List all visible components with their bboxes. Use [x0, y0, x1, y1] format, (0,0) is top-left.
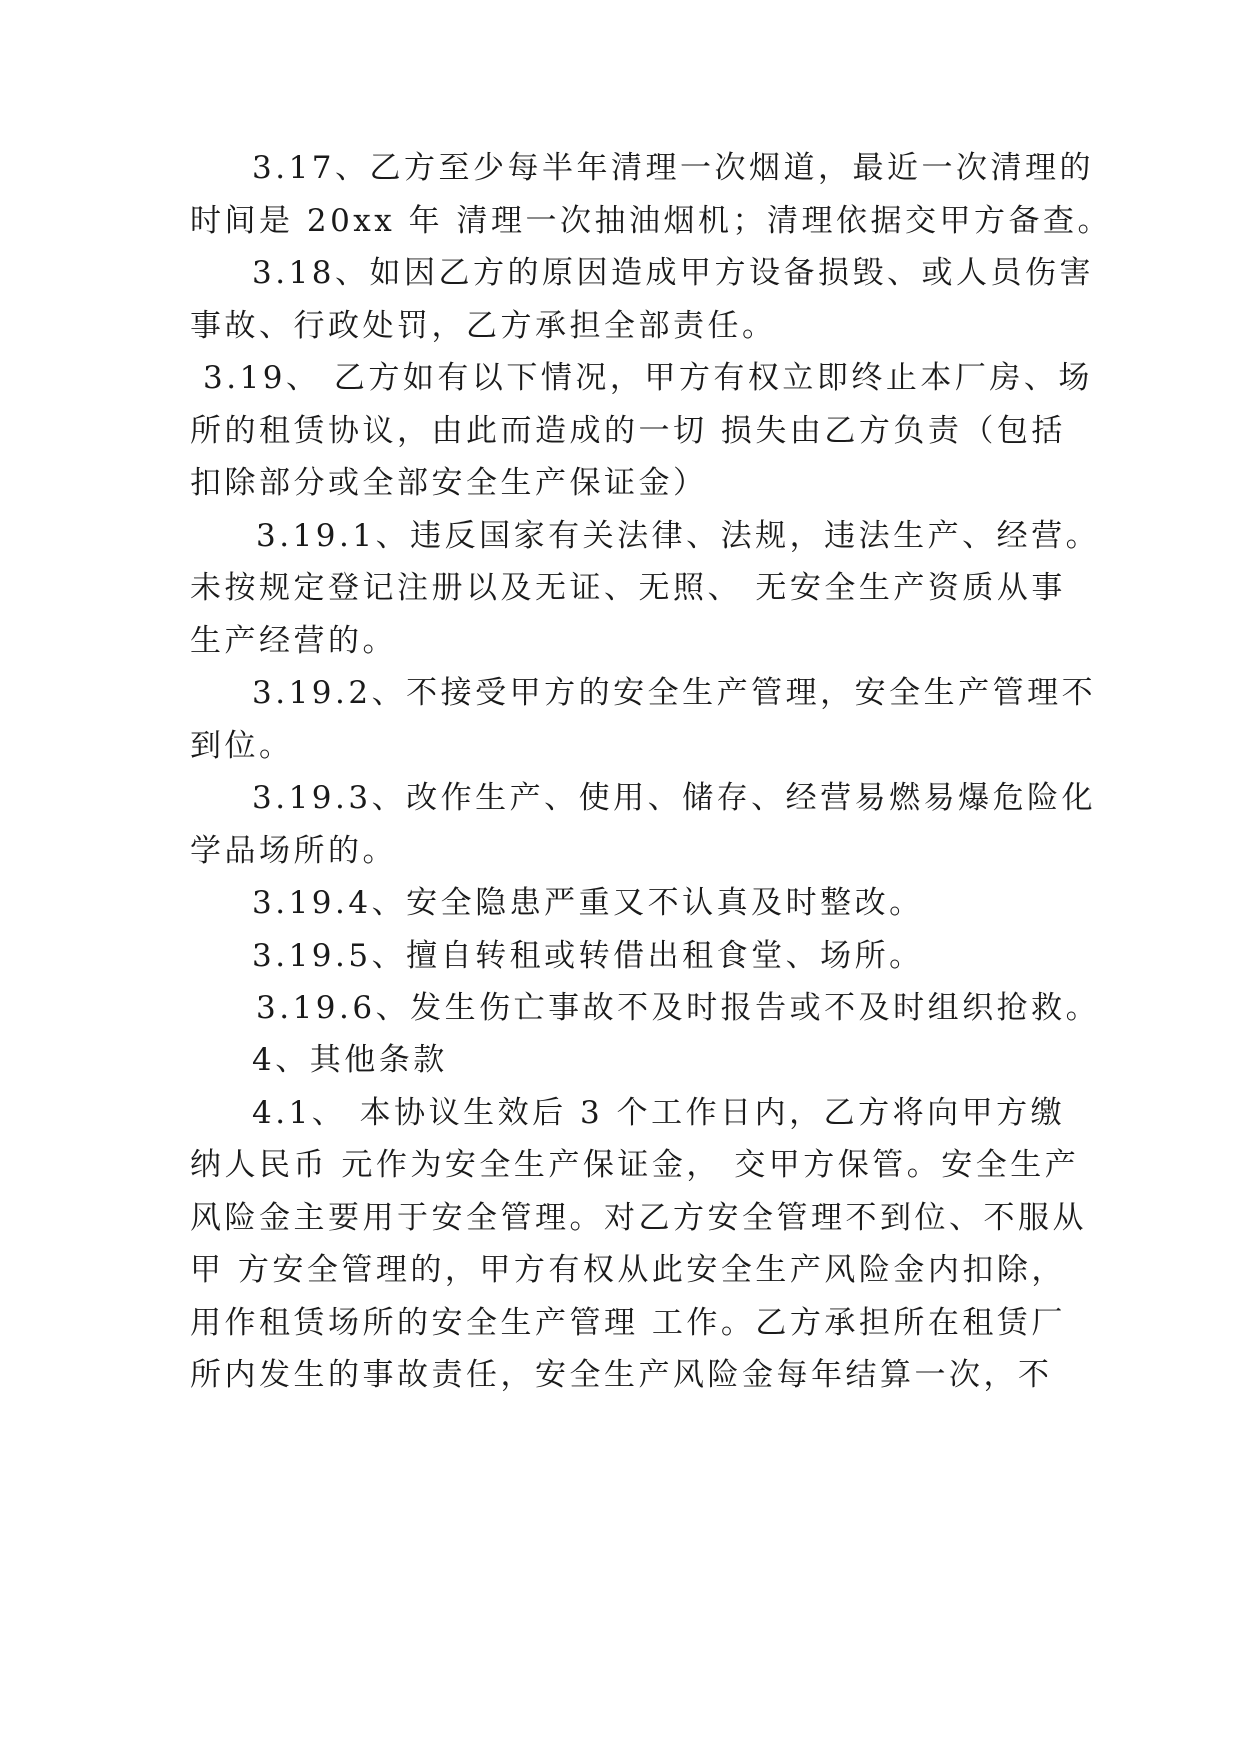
paragraph-3-19-4: 3.19.4、安全隐患严重又不认真及时整改。	[252, 885, 924, 921]
paragraph-4-1-line-3: 风险金主要用于安全管理。对乙方安全管理不到位、不服从	[190, 1200, 1087, 1236]
paragraph-3-18-line-1: 3.18、如因乙方的原因造成甲方设备损毁、或人员伤害	[252, 255, 1095, 291]
paragraph-4-1-line-6: 所内发生的事故责任，安全生产风险金每年结算一次，不	[190, 1357, 1053, 1393]
paragraph-3-19-line-2: 所的租赁协议，由此而造成的一切 损失由乙方负责（包括	[190, 413, 1066, 449]
paragraph-3-19-5: 3.19.5、擅自转租或转借出租食堂、场所。	[252, 938, 924, 974]
paragraph-3-19-line-1: 3.19、 乙方如有以下情况，甲方有权立即终止本厂房、场	[203, 360, 1093, 396]
paragraph-3-19-2-line-1: 3.19.2、不接受甲方的安全生产管理，安全生产管理不	[252, 675, 1097, 711]
paragraph-4-1-line-1: 4.1、 本协议生效后 3 个工作日内，乙方将向甲方缴	[252, 1095, 1066, 1131]
paragraph-3-17-line-1: 3.17、乙方至少每半年清理一次烟道，最近一次清理的	[252, 150, 1095, 186]
paragraph-3-19-3-line-2: 学品场所的。	[190, 833, 397, 869]
paragraph-3-19-1-line-3: 生产经营的。	[190, 623, 397, 659]
paragraph-4-1-line-5: 用作租赁场所的安全生产管理 工作。乙方承担所在租赁厂	[190, 1305, 1066, 1341]
paragraph-3-17-line-2: 时间是 20xx 年 清理一次抽油烟机；清理依据交甲方备查。	[190, 203, 1112, 239]
paragraph-3-19-1-line-2: 未按规定登记注册以及无证、无照、 无安全生产资质从事	[190, 570, 1066, 606]
paragraph-3-19-6: 3.19.6、发生伤亡事故不及时报告或不及时组织抢救。	[256, 990, 1101, 1026]
paragraph-4-1-line-2: 纳人民币 元作为安全生产保证金， 交甲方保管。安全生产	[190, 1147, 1080, 1183]
paragraph-3-18-line-2: 事故、行政处罚，乙方承担全部责任。	[190, 308, 777, 344]
paragraph-3-19-2-line-2: 到位。	[190, 728, 294, 764]
paragraph-3-19-line-3: 扣除部分或全部安全生产保证金）	[190, 465, 708, 501]
paragraph-3-19-3-line-1: 3.19.3、改作生产、使用、储存、经营易燃易爆危险化	[252, 780, 1097, 816]
section-4-heading: 4、其他条款	[252, 1042, 448, 1078]
paragraph-3-19-1-line-1: 3.19.1、违反国家有关法律、法规，违法生产、经营。	[256, 518, 1101, 554]
paragraph-4-1-line-4: 甲 方安全管理的，甲方有权从此安全生产风险金内扣除，	[190, 1252, 1066, 1288]
